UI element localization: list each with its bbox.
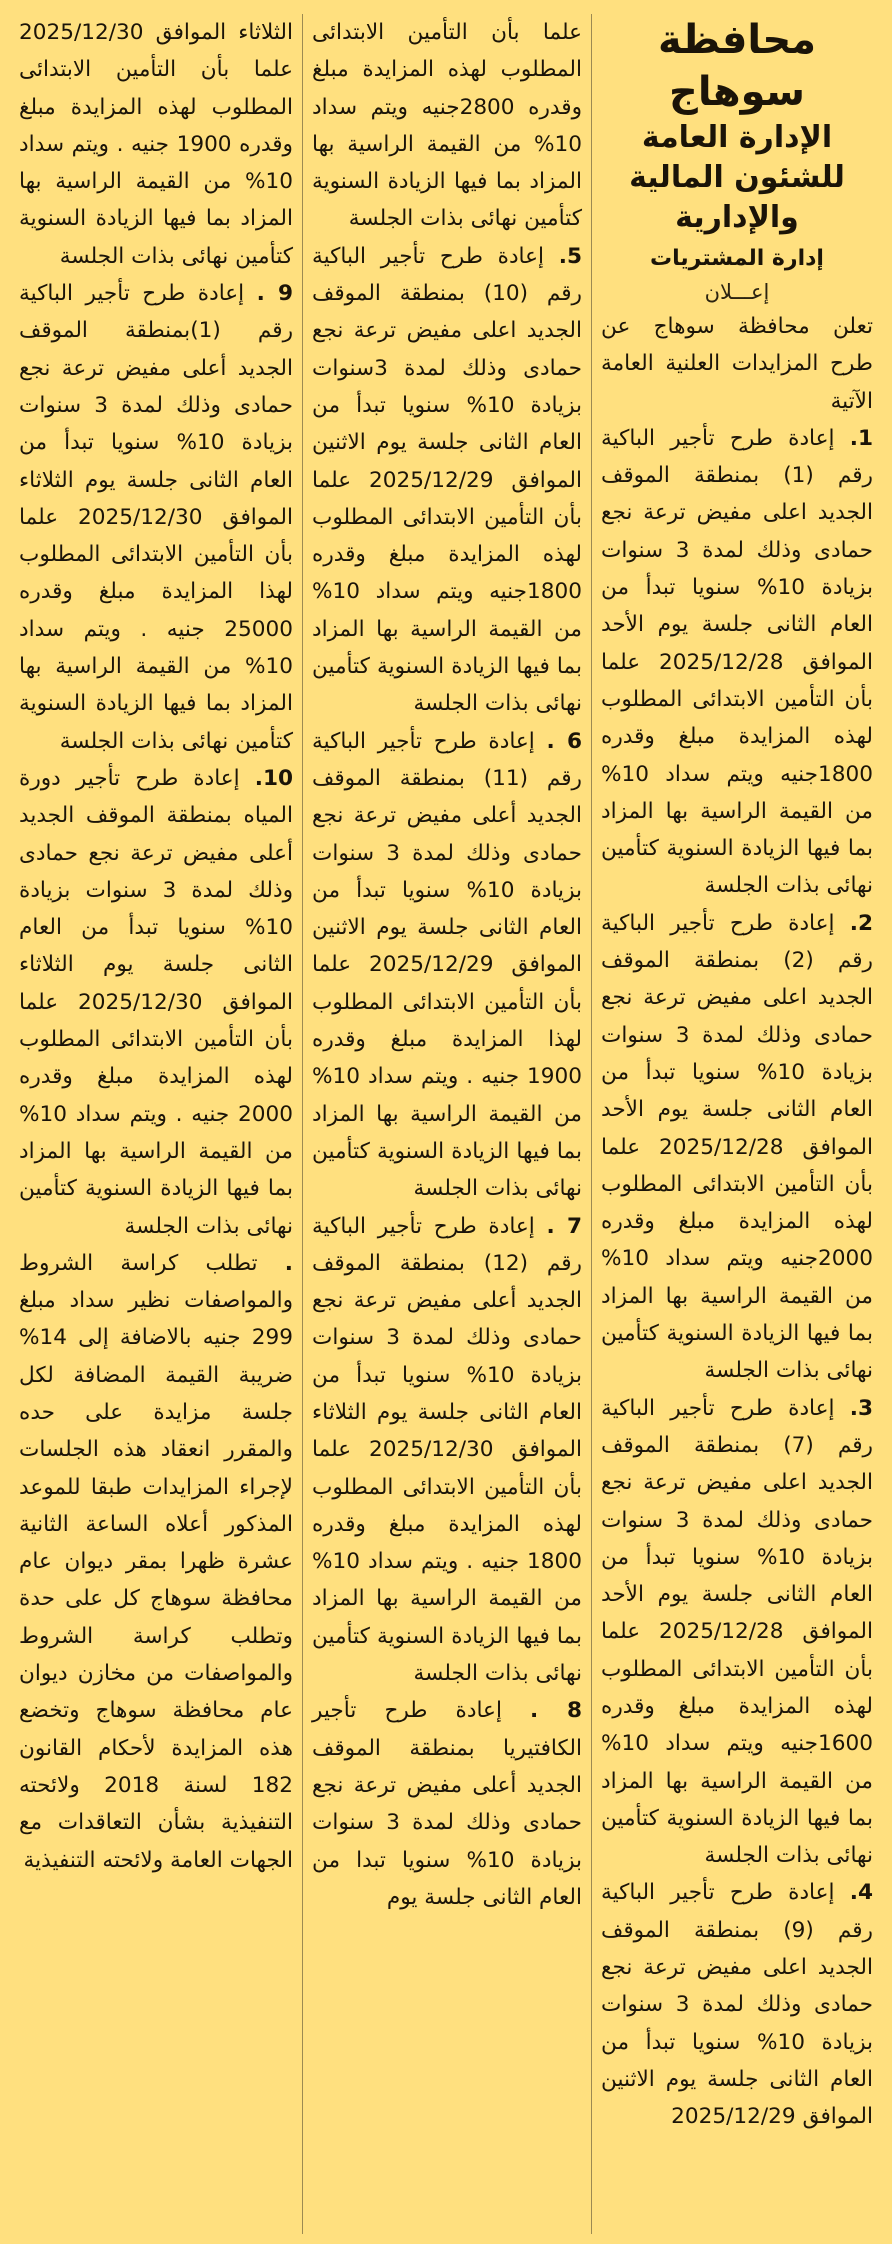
auction-item	[312, 14, 582, 238]
auction-item	[19, 1245, 293, 1879]
item-text: إعادة طرح تأجير الباكية رقم (7) بمنطقة الموقف الجديد اعلى مفيض ترعة نجع حمادى وذلك لمدة 3 سنوات بزيادة 10% سنويا تبدأ من العام الثانى جلسة يوم الأحد الموافق 2025/12/28 علما بأن التأمين الابتدائى المطلوب لهذه المزايدة مبلغ وقدره 1600جنيه ويتم سداد 10% من القيمة الراسية بها المزاد بما فيها الزيادة السنوية كتأمين نهائى بذات الجلسة	[601, 1395, 873, 1869]
auction-item	[601, 1874, 873, 2135]
notice-label: إعـــلان	[704, 280, 770, 304]
item-text: إعادة طرح تأجير الباكية رقم (11) بمنطقة الموقف الجديد أعلى مفيض ترعة نجع حمادى وذلك لمدة 3 سنوات بزيادة 10% سنويا تبدأ من العام الثانى جلسة يوم الاثنين الموافق 2025/12/29 علما بأن التأمين الابتدائى المطلوب لهذا المزايدة مبلغ وقدره 1900 جنيه . ويتم سداد 10% من القيمة الراسية بها المزاد بما فيها الزيادة السنوية كتأمين نهائى بذات الجلسة	[312, 728, 582, 1202]
item-number: 7 .	[546, 1213, 582, 1239]
item-number: 4.	[849, 1880, 873, 1906]
item-text: إعادة طرح تأجير الباكية رقم (12) بمنطقة الموقف الجديد أعلى مفيض ترعة نجع حمادى وذلك لمدة 3 سنوات بزيادة 10% سنويا تبدأ من العام الثانى جلسة يوم الثلاثاء الموافق 2025/12/30 علما بأن التأمين الابتدائى المطلوب لهذه المزايدة مبلغ وقدره 1800 جنيه . ويتم سداد 10% من القيمة الراسية بها المزاد بما فيها الزيادة السنوية كتأمين نهائى بذات الجلسة	[312, 1213, 582, 1687]
item-text: إعادة طرح تأجير الباكية رقم (9) بمنطقة الموقف الجديد اعلى مفيض ترعة نجع حمادى وذلك لمدة 3 سنوات بزيادة 10% سنويا تبدأ من العام الثانى جلسة يوم الاثنين الموافق 2025/12/29	[601, 1880, 873, 2130]
item-text: إعادة طرح تأجير الباكية رقم (2) بمنطقة الموقف الجديد اعلى مفيض ترعة نجع حمادى وذلك لمدة 3 سنوات بزيادة 10% سنويا تبدأ من العام الثانى جلسة يوم الأحد الموافق 2025/12/28 علما بأن التأمين الابتدائى المطلوب لهذه المزايدة مبلغ وقدره 2000جنيه ويتم سداد 10% من القيمة الراسية بها المزاد بما فيها الزيادة السنوية كتأمين نهائى بذات الجلسة	[601, 910, 873, 1384]
department-title: الإدارة العامة للشئون المالية والإدارية	[629, 120, 845, 235]
item-text: تطلب كراسة الشروط والمواصفات نظير سداد مبلغ 299 جنيه بالاضافة إلى 14% ضريبة القيمة المضافة لكل جلسة مزايدة على حده والمقرر انعقاد هذه الجلسات لإجراء المزايدات طبقا للموعد المذكور أعلاه الساعة الثانية عشرة ظهرا بمقر ديوان عام محافظة سوهاج كل على حدة وتطلب كراسة الشروط والمواصفات من مخازن ديوان عام محافظة سوهاج وتخضع هذه المزايدة لأحكام القانون 182 لسنة 2018 ولائحته التنفيذية بشأن التعاقدات مع الجهات العامة ولائحته التنفيذية	[19, 1250, 293, 1873]
item-text: إعادة طرح تأجير الباكية رقم (1)بمنطقة الموقف الجديد أعلى مفيض ترعة نجع حمادى وذلك لمدة 3 سنوات بزيادة 10% سنويا تبدأ من العام الثانى جلسة يوم الثلاثاء الموافق 2025/12/30 علما بأن التأمين الابتدائى المطلوب لهذا المزايدة مبلغ وقدره 25000 جنيه . ويتم سداد 10% من القيمة الراسية بها المزاد بما فيها الزيادة السنوية كتأمين نهائى بذات الجلسة	[19, 281, 293, 754]
auction-item	[312, 723, 582, 1208]
item-text: إعادة طرح تأجير الباكية رقم (10) بمنطقة الموقف الجديد اعلى مفيض ترعة نجع حمادى وذلك لمدة 3سنوات بزيادة 10% سنويا تبدأ من العام الثانى جلسة يوم الاثنين الموافق 2025/12/29 علما بأن التأمين الابتدائى المطلوب لهذه المزايدة مبلغ وقدره 1800جنيه ويتم سداد 10% من القيمة الراسية بها المزاد بما فيها الزيادة السنوية كتأمين نهائى بذات الجلسة	[312, 243, 582, 717]
auction-item	[19, 14, 293, 275]
column-left	[10, 14, 302, 2234]
unit-title: إدارة المشتريات	[650, 246, 824, 271]
auction-item	[312, 1692, 582, 1916]
item-number: 6 .	[546, 728, 582, 754]
item-number: 9 .	[256, 281, 293, 307]
item-number: 1.	[849, 425, 873, 451]
auction-item	[601, 905, 873, 1390]
item-number: .	[284, 1250, 293, 1276]
item-number: 10.	[254, 765, 293, 791]
item-number: 2.	[849, 910, 873, 936]
intro-paragraph: تعلن محافظة سوهاج عن طرح المزايدات العلنية العامة الآتية	[601, 314, 873, 414]
item-text: إعادة طرح تأجير الباكية رقم (1) بمنطقة الموقف الجديد اعلى مفيض ترعة نجع حمادى وذلك لمدة 3 سنوات بزيادة 10% سنويا تبدأ من العام الثانى جلسة يوم الأحد الموافق 2025/12/28 علما بأن التأمين الابتدائى المطلوب لهذه المزايدة مبلغ وقدره 1800جنيه ويتم سداد 10% من القيمة الراسية بها المزاد بما فيها الزيادة السنوية كتأمين نهائى بذات الجلسة	[601, 425, 873, 899]
auction-item	[601, 1390, 873, 1875]
auction-item	[19, 275, 293, 760]
column-middle	[302, 14, 592, 2234]
column-right	[592, 14, 882, 2234]
auction-item	[601, 420, 873, 905]
auction-item	[312, 1208, 582, 1693]
item-number: 8 .	[530, 1698, 582, 1724]
item-text: إعادة طرح تأجير الكافتيريا بمنطقة الموقف الجديد أعلى مفيض ترعة نجع حمادى وذلك لمدة 3 سنوات بزيادة 10% سنويا تبدا من العام الثانى جلسة يوم	[312, 1698, 582, 1910]
masthead	[601, 14, 873, 308]
item-number: 5.	[558, 243, 582, 269]
item-text: علما بأن التأمين الابتدائى المطلوب لهذه المزايدة مبلغ وقدره 2800جنيه ويتم سداد 10% من القيمة الراسية بها المزاد بما فيها الزيادة السنوية كتأمين نهائى بذات الجلسة	[312, 20, 582, 232]
item-text: إعادة طرح تأجير دورة المياه بمنطقة الموقف الجديد أعلى مفيض ترعة نجع حمادى وذلك لمدة 3 سنوات بزيادة 10% سنويا تبدأ من العام الثانى جلسة يوم الثلاثاء الموافق 2025/12/30 علما بأن التأمين الابتدائى المطلوب لهذه المزايدة مبلغ وقدره 2000 جنيه . ويتم سداد 10% من القيمة الراسية بها المزاد بما فيها الزيادة السنوية كتأمين نهائى بذات الجلسة	[19, 765, 293, 1239]
governorate-title: محافظة سوهاج	[657, 17, 817, 115]
auction-item	[312, 238, 582, 723]
col2-items	[312, 14, 582, 1916]
col1-items	[601, 420, 873, 2136]
item-number: 3.	[849, 1395, 873, 1421]
col3-items	[19, 14, 293, 1879]
auction-item	[19, 760, 293, 1245]
item-text: الثلاثاء الموافق 2025/12/30 علما بأن التأمين الابتدائى المطلوب لهذه المزايدة مبلغ وقدره 1900 جنيه . ويتم سداد 10% من القيمة الراسية بها المزاد بما فيها الزيادة السنوية كتأمين نهائى بذات الجلسة	[19, 20, 293, 269]
